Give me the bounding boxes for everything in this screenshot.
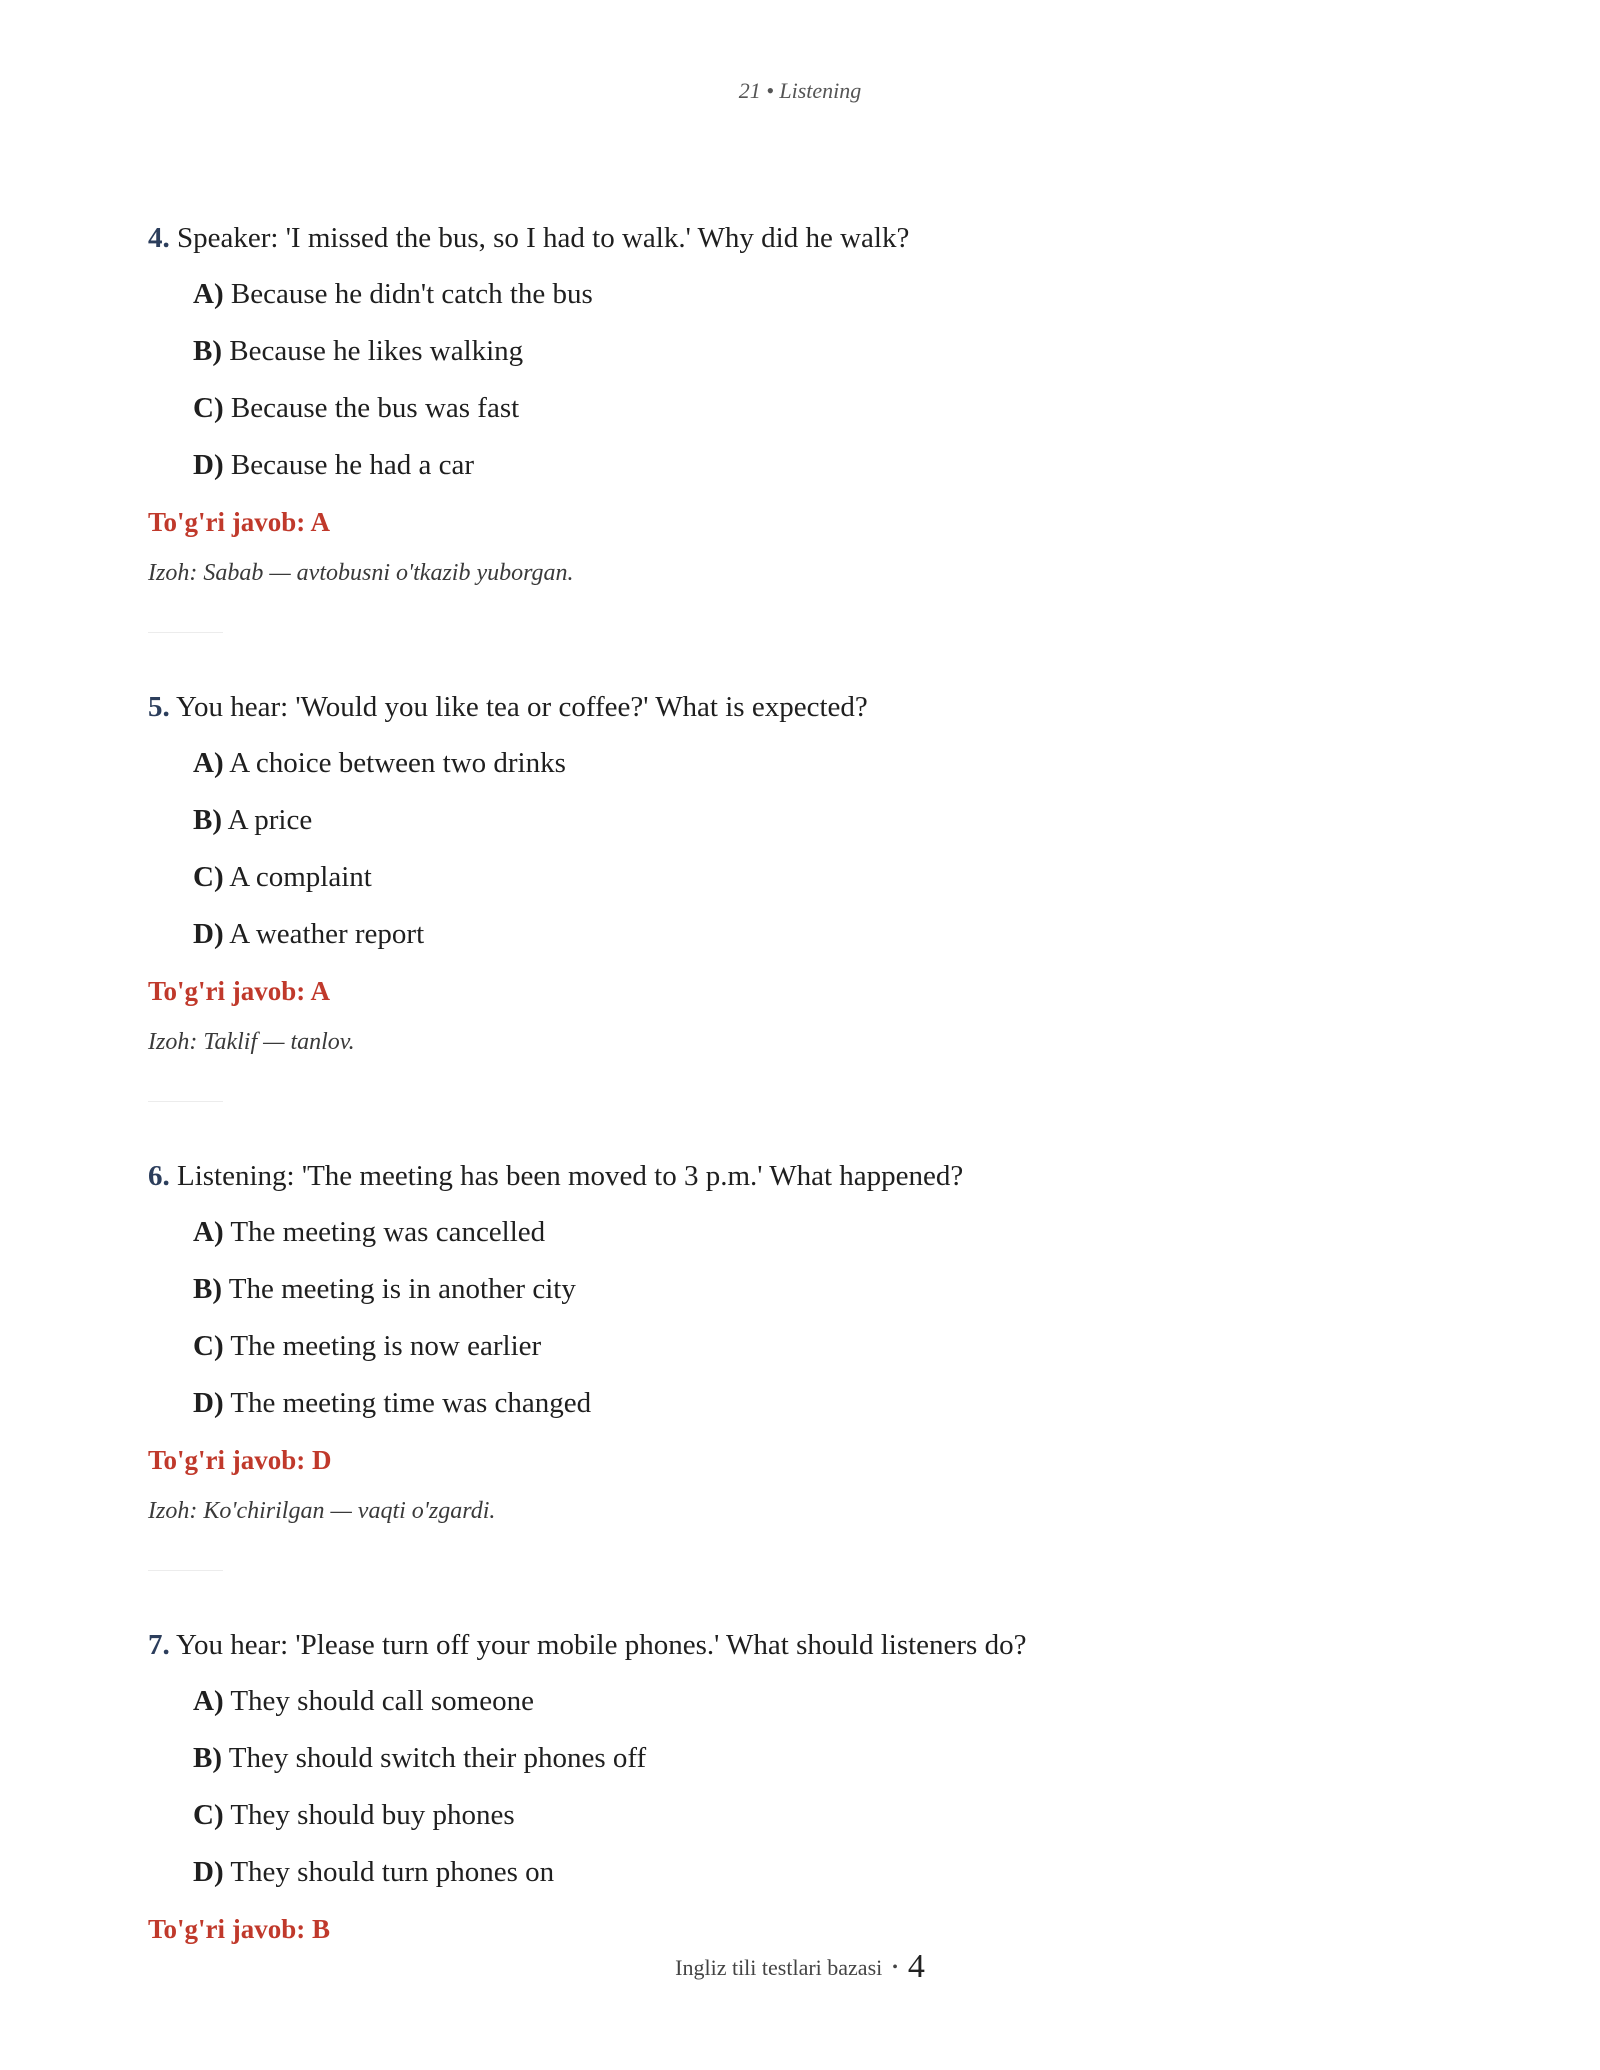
divider bbox=[148, 1101, 223, 1102]
option-text: A complaint bbox=[229, 861, 372, 893]
option-letter: C) bbox=[193, 392, 224, 424]
option-text: Because the bus was fast bbox=[230, 392, 520, 424]
option-letter: C) bbox=[193, 1799, 224, 1831]
option-a bbox=[193, 1681, 1448, 1721]
option-letter: B) bbox=[193, 335, 222, 367]
option-text: They should switch their phones off bbox=[228, 1742, 647, 1774]
option-c bbox=[193, 388, 1448, 428]
option-letter: A) bbox=[193, 278, 224, 310]
option-a bbox=[193, 743, 1448, 783]
question-text bbox=[148, 1156, 1448, 1196]
option-d bbox=[193, 1383, 1448, 1423]
option-text: A weather report bbox=[229, 918, 425, 950]
question-block bbox=[148, 687, 1448, 1102]
question-prompt: Listening: 'The meeting has been moved to 3 p.m.' What happened? bbox=[177, 1160, 964, 1192]
option-letter: D) bbox=[193, 449, 224, 481]
question-prompt: You hear: 'Would you like tea or coffee?' What is expected? bbox=[175, 691, 868, 723]
explanation-note: Izoh: Ko'chirilgan — vaqti o'zgardi. bbox=[148, 1498, 496, 1524]
question-block bbox=[148, 218, 1448, 633]
option-d bbox=[193, 914, 1448, 954]
option-letter: B) bbox=[193, 804, 222, 836]
page-number: 4 bbox=[907, 1948, 925, 1985]
option-text: The meeting was cancelled bbox=[230, 1216, 546, 1248]
option-letter: A) bbox=[193, 1216, 224, 1248]
running-header: 21 • Listening bbox=[738, 78, 862, 103]
option-letter: A) bbox=[193, 747, 224, 779]
option-c bbox=[193, 1795, 1448, 1835]
correct-answer: To'g'ri javob: A bbox=[148, 976, 331, 1006]
divider bbox=[148, 632, 223, 633]
option-letter: C) bbox=[193, 861, 224, 893]
option-text: Because he had a car bbox=[230, 449, 474, 481]
option-text: The meeting is in another city bbox=[228, 1273, 576, 1305]
option-a bbox=[193, 1212, 1448, 1252]
question-text bbox=[148, 218, 1448, 258]
option-d bbox=[193, 1852, 1448, 1892]
question-number: 5. bbox=[148, 691, 170, 723]
footer-separator: • bbox=[892, 1959, 898, 1976]
correct-answer: To'g'ri javob: A bbox=[148, 507, 331, 537]
option-a bbox=[193, 274, 1448, 314]
option-letter: D) bbox=[193, 1387, 224, 1419]
option-b bbox=[193, 331, 1448, 371]
option-text: A choice between two drinks bbox=[229, 747, 566, 779]
option-b bbox=[193, 800, 1448, 840]
option-text: They should buy phones bbox=[230, 1799, 515, 1831]
question-block bbox=[148, 1156, 1448, 1571]
option-text: The meeting is now earlier bbox=[230, 1330, 542, 1362]
option-text: They should call someone bbox=[230, 1685, 534, 1717]
option-c bbox=[193, 857, 1448, 897]
option-letter: B) bbox=[193, 1273, 222, 1305]
question-prompt: Speaker: 'I missed the bus, so I had to walk.' Why did he walk? bbox=[177, 222, 910, 254]
divider bbox=[148, 1570, 223, 1571]
option-text: They should turn phones on bbox=[230, 1856, 555, 1888]
explanation-note: Izoh: Sabab — avtobusni o'tkazib yuborgan. bbox=[148, 560, 574, 586]
explanation-note: Izoh: Taklif — tanlov. bbox=[148, 1029, 355, 1055]
question-number: 6. bbox=[148, 1160, 170, 1192]
question-text bbox=[148, 687, 1448, 727]
footer-title: Ingliz tili testlari bazasi bbox=[675, 1955, 883, 1980]
option-b bbox=[193, 1738, 1448, 1778]
option-text: Because he likes walking bbox=[229, 335, 524, 367]
correct-answer: To'g'ri javob: D bbox=[148, 1445, 332, 1475]
question-text bbox=[148, 1625, 1448, 1665]
question-list bbox=[148, 218, 1448, 1963]
option-b bbox=[193, 1269, 1448, 1309]
option-d bbox=[193, 445, 1448, 485]
question-number: 7. bbox=[148, 1629, 170, 1661]
option-letter: D) bbox=[193, 918, 224, 950]
question-prompt: You hear: 'Please turn off your mobile phones.' What should listeners do? bbox=[175, 1629, 1027, 1661]
option-letter: C) bbox=[193, 1330, 224, 1362]
question-number: 4. bbox=[148, 222, 170, 254]
option-letter: D) bbox=[193, 1856, 224, 1888]
running-footer bbox=[0, 1948, 1600, 1986]
option-letter: A) bbox=[193, 1685, 224, 1717]
option-c bbox=[193, 1326, 1448, 1366]
option-text: The meeting time was changed bbox=[230, 1387, 592, 1419]
correct-answer: To'g'ri javob: B bbox=[148, 1914, 331, 1944]
option-text: Because he didn't catch the bus bbox=[230, 278, 593, 310]
option-letter: B) bbox=[193, 1742, 222, 1774]
option-text: A price bbox=[227, 804, 313, 836]
question-block bbox=[148, 1625, 1448, 1949]
